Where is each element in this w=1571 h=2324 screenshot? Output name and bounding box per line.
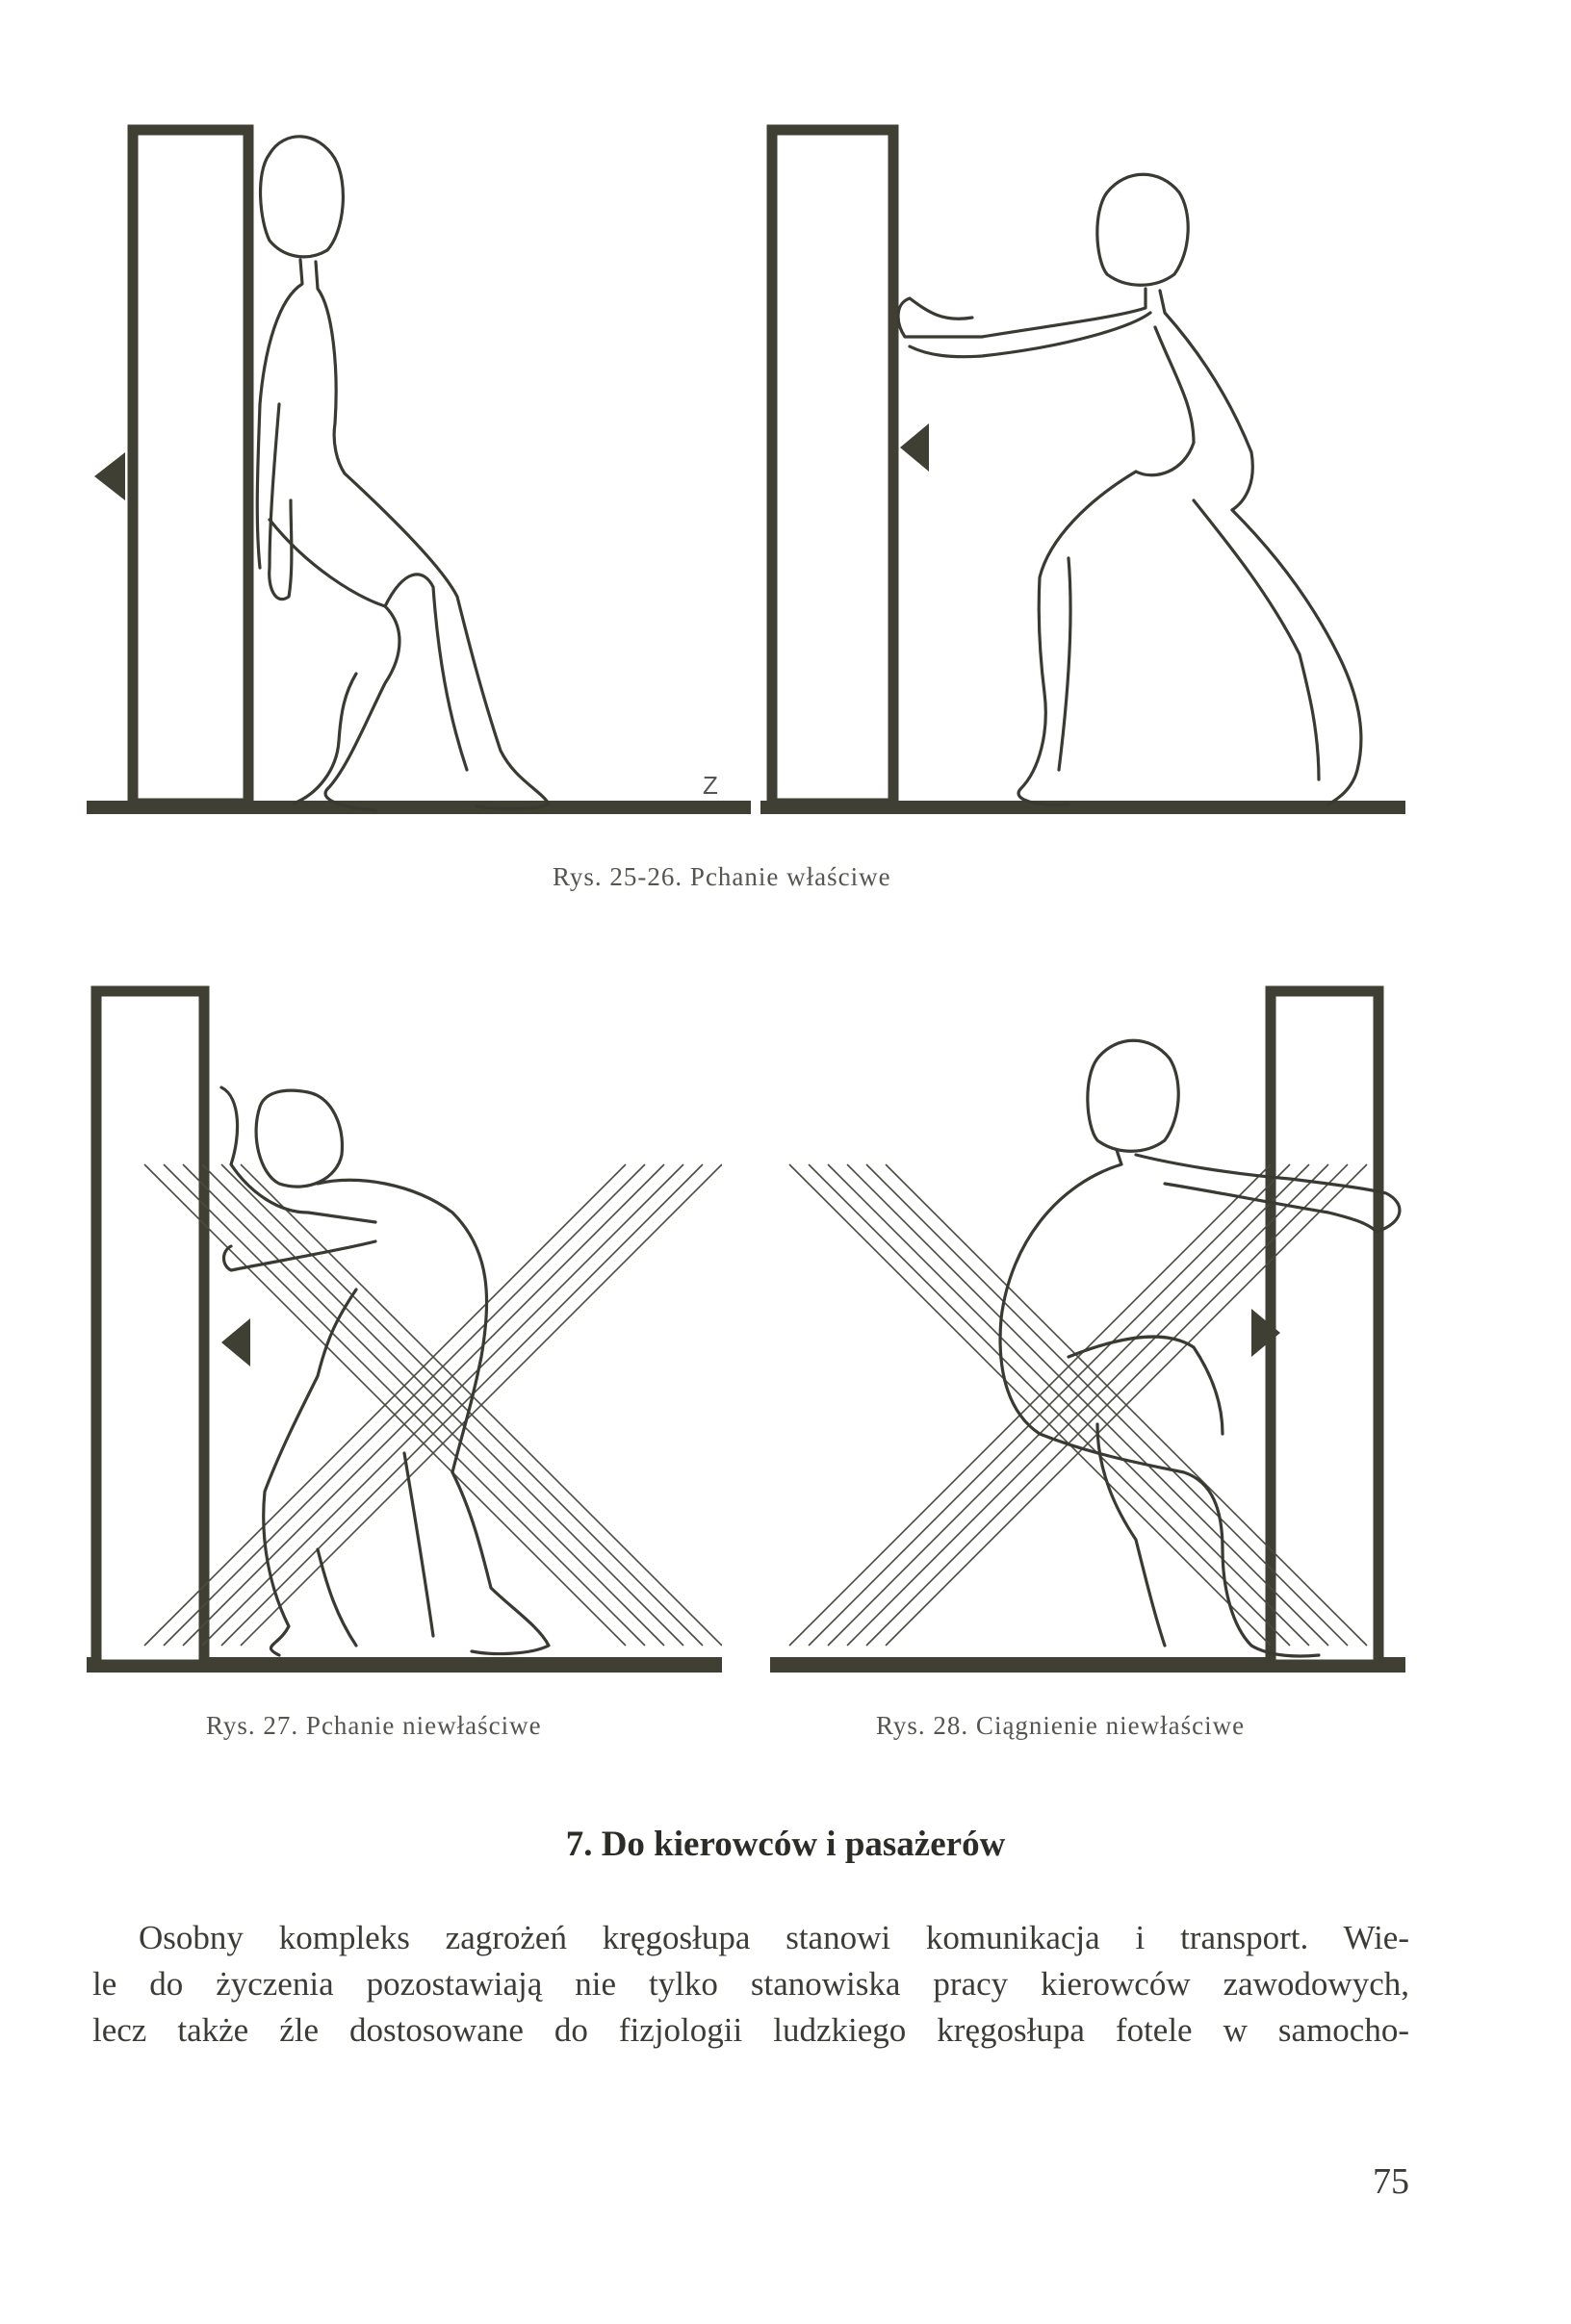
figure-25-26-caption: Rys. 25-26. Pchanie właściwe: [553, 862, 891, 891]
paragraph-line: le do życzenia pozostawiają nie tylko stanowiska pracy kierowców zawodowych,: [92, 1965, 1409, 2003]
left-arrow-icon: [900, 423, 929, 472]
wall-panel: [1271, 991, 1378, 1665]
figure-28-caption: Rys. 28. Ciągnienie niewłaściwe: [876, 1711, 1246, 1740]
body-paragraph: [92, 1915, 1409, 2054]
cross-out-mark: [144, 1164, 722, 1646]
bent-pushing-figure-icon: [221, 1087, 549, 1655]
page-number: 75: [1373, 2161, 1409, 2202]
left-arrow-icon: [221, 1318, 250, 1366]
figure-27-caption: Rys. 27. Pchanie niewłaściwe: [206, 1711, 542, 1740]
figure-28-illustration: [751, 972, 1415, 1684]
left-arrow-icon: [94, 452, 125, 500]
wall-panel: [96, 991, 204, 1665]
figure-26-illustration: [751, 115, 1415, 828]
wall-panel: [133, 130, 248, 804]
wall-panel: [772, 130, 893, 804]
paragraph-line: lecz także źle dostosowane do fizjologii ludzkiego kręgosłupa fotele w samocho-: [92, 2011, 1409, 2049]
figure-25-illustration: [87, 115, 751, 828]
corner-mark: Z: [703, 771, 718, 800]
standing-figure-icon: [257, 137, 549, 810]
pushing-figure-icon: [898, 174, 1361, 804]
paragraph-line: Osobny kompleks zagrożeń kręgosłupa stanowi komunikacja i transport. Wie-: [139, 1919, 1409, 1956]
figure-27-illustration: [87, 972, 722, 1684]
section-heading: 7. Do kierowców i pasażerów: [565, 1825, 1006, 1864]
